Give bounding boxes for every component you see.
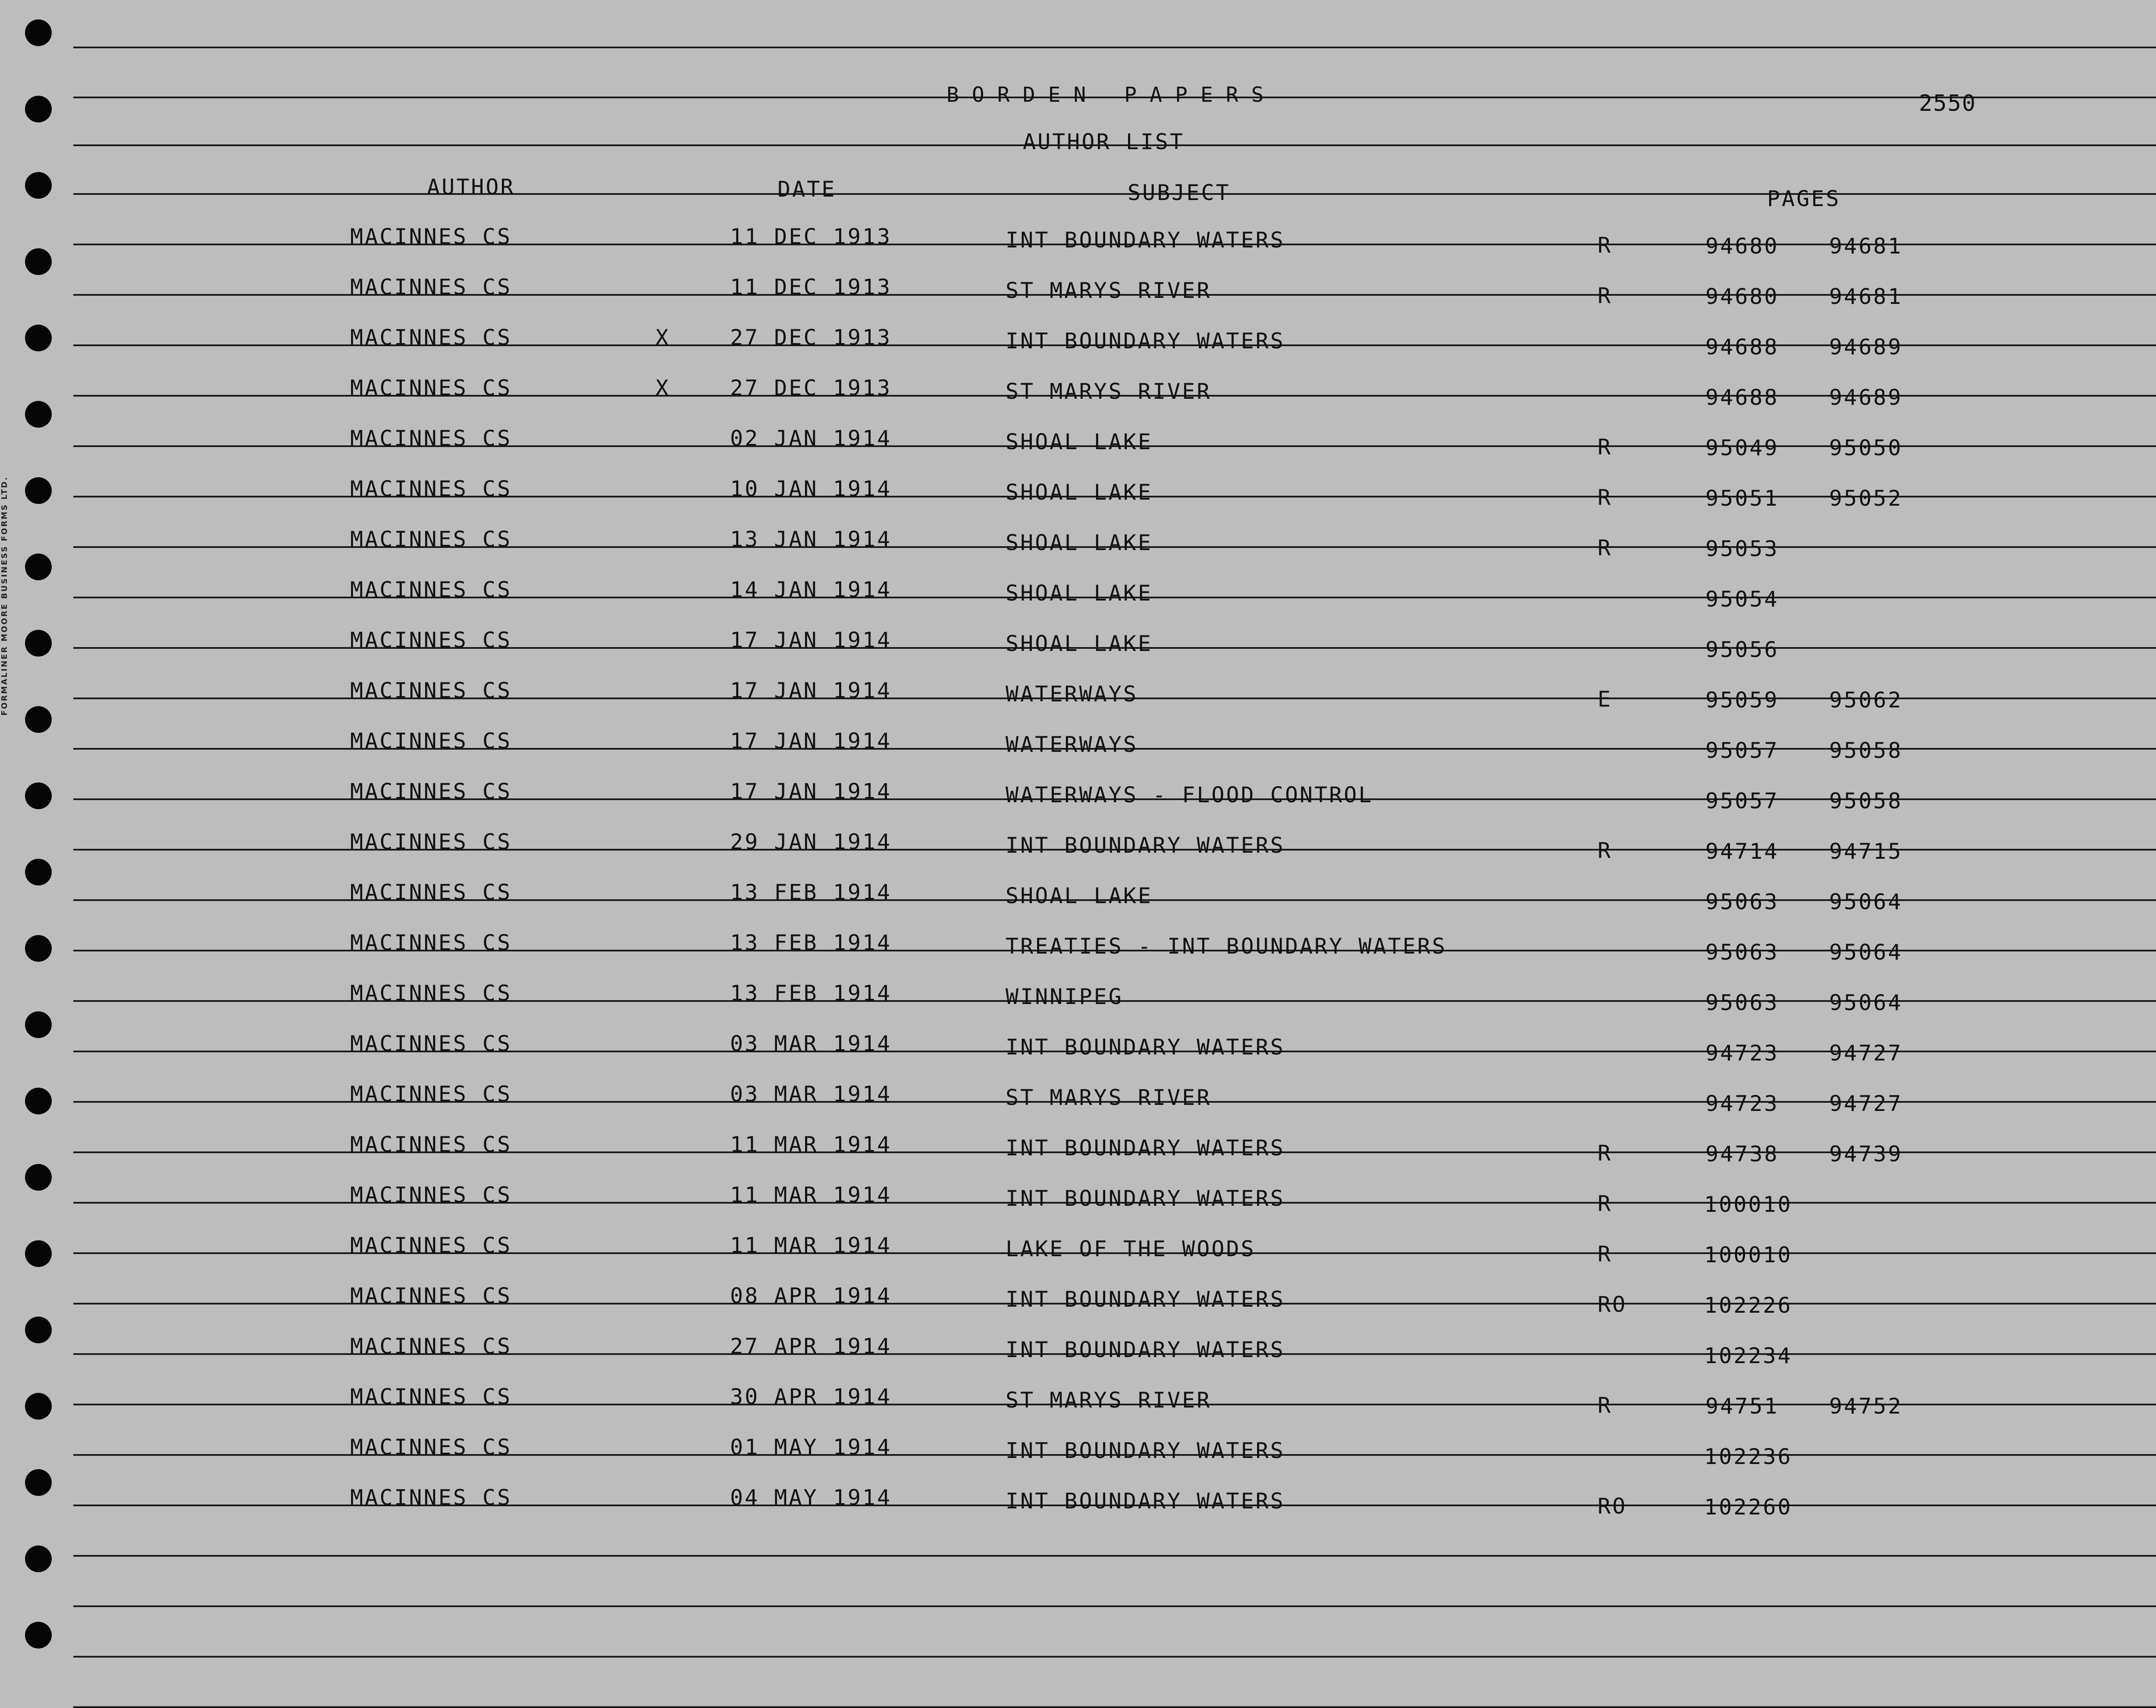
feed-hole — [25, 782, 52, 809]
cell-page-start: 100010 — [1704, 1242, 1792, 1267]
cell-page-start: 100010 — [1704, 1192, 1792, 1217]
cell-page-start: 94714 — [1705, 839, 1779, 864]
cell-page-start: 94680 — [1705, 284, 1779, 309]
feed-hole — [25, 1240, 52, 1267]
cell-subject: WATERWAYS — [1006, 682, 1138, 707]
tractor-feed-holes-left — [13, 0, 73, 1683]
cell-page-start: 94723 — [1705, 1091, 1779, 1116]
page-number: 2550 — [1919, 91, 1977, 116]
cell-author: MACINNES CS — [350, 1233, 512, 1258]
feed-hole — [25, 19, 52, 46]
cell-page-start: 95054 — [1705, 587, 1779, 612]
column-header-author: AUTHOR — [427, 175, 515, 200]
feed-hole — [25, 935, 52, 962]
feed-hole — [25, 325, 52, 351]
cell-author: MACINNES CS — [350, 325, 512, 350]
cell-date: 29 JAN 1914 — [730, 829, 892, 854]
cell-page-start: 95053 — [1705, 536, 1779, 561]
cell-date: 27 APR 1914 — [730, 1334, 892, 1359]
cell-date: 13 JAN 1914 — [730, 527, 892, 552]
cell-code: RO — [1598, 1292, 1627, 1317]
cell-page-start: 94680 — [1705, 234, 1779, 259]
cell-author: MACINNES CS — [350, 779, 512, 804]
cell-date: 10 JAN 1914 — [730, 476, 892, 501]
cell-subject: INT BOUNDARY WATERS — [1006, 1489, 1285, 1514]
list-subtitle: AUTHOR LIST — [1023, 129, 1185, 154]
cell-date: 30 APR 1914 — [730, 1384, 892, 1409]
cell-page-end: 95050 — [1829, 435, 1903, 460]
cell-date: 17 JAN 1914 — [730, 678, 892, 703]
cell-date: 14 JAN 1914 — [730, 577, 892, 602]
cell-date: 11 MAR 1914 — [730, 1132, 892, 1157]
feed-hole — [25, 248, 52, 275]
cell-page-start: 94688 — [1705, 385, 1779, 410]
cell-code: R — [1598, 1242, 1613, 1267]
cell-subject: INT BOUNDARY WATERS — [1006, 1186, 1285, 1211]
cell-page-start: 95059 — [1705, 688, 1779, 713]
cell-author: MACINNES CS — [350, 1182, 512, 1207]
cell-author: MACINNES CS — [350, 224, 512, 249]
ruled-line — [73, 1605, 2156, 1607]
cell-mark: X — [655, 325, 671, 350]
cell-author: MACINNES CS — [350, 729, 512, 754]
feed-hole — [25, 554, 52, 580]
cell-page-end: 94752 — [1829, 1394, 1903, 1419]
cell-date: 11 DEC 1913 — [730, 275, 892, 300]
cell-subject: TREATIES - INT BOUNDARY WATERS — [1006, 934, 1447, 959]
feed-hole — [25, 401, 52, 428]
cell-code: R — [1598, 838, 1613, 863]
cell-date: 03 MAR 1914 — [730, 1082, 892, 1107]
document-title: BORDEN PAPERS — [946, 83, 1277, 107]
cell-author: MACINNES CS — [350, 628, 512, 653]
cell-subject: ST MARYS RIVER — [1006, 1085, 1212, 1110]
cell-author: MACINNES CS — [350, 577, 512, 602]
cell-subject: SHOAL LAKE — [1006, 429, 1153, 454]
cell-page-start: 95063 — [1705, 990, 1779, 1015]
cell-subject: INT BOUNDARY WATERS — [1006, 328, 1285, 353]
cell-page-end: 95064 — [1829, 889, 1903, 914]
ruled-line — [73, 1706, 2156, 1708]
cell-page-end: 94689 — [1829, 385, 1903, 410]
cell-code: R — [1598, 535, 1613, 560]
cell-author: MACINNES CS — [350, 1283, 512, 1308]
cell-subject: ST MARYS RIVER — [1006, 278, 1212, 303]
cell-author: MACINNES CS — [350, 375, 512, 400]
cell-date: 11 DEC 1913 — [730, 224, 892, 249]
cell-code: R — [1598, 435, 1613, 460]
cell-page-start: 102236 — [1704, 1444, 1792, 1469]
cell-date: 13 FEB 1914 — [730, 981, 892, 1006]
cell-date: 27 DEC 1913 — [730, 375, 892, 400]
cell-page-start: 95057 — [1705, 738, 1779, 763]
cell-page-end: 94715 — [1829, 839, 1903, 864]
cell-date: 13 FEB 1914 — [730, 880, 892, 905]
cell-date: 01 MAY 1914 — [730, 1435, 892, 1460]
side-imprint: FORMALINER MOORE BUSINESS FORMS LTD. — [0, 476, 9, 716]
feed-hole — [25, 1545, 52, 1572]
cell-date: 03 MAR 1914 — [730, 1031, 892, 1056]
cell-author: MACINNES CS — [350, 1435, 512, 1460]
cell-subject: WINNIPEG — [1006, 984, 1123, 1009]
cell-subject: INT BOUNDARY WATERS — [1006, 1035, 1285, 1060]
cell-code: R — [1598, 485, 1613, 510]
cell-page-start: 95063 — [1705, 940, 1779, 965]
cell-date: 17 JAN 1914 — [730, 729, 892, 754]
feed-hole — [25, 1088, 52, 1114]
cell-page-end: 95058 — [1829, 788, 1903, 813]
cell-subject: LAKE OF THE WOODS — [1006, 1236, 1256, 1261]
cell-page-end: 95064 — [1829, 990, 1903, 1015]
cell-subject: SHOAL LAKE — [1006, 631, 1153, 656]
cell-page-end: 95052 — [1829, 486, 1903, 511]
cell-page-start: 95057 — [1705, 788, 1779, 813]
feed-hole — [25, 630, 52, 657]
ruled-line — [73, 47, 2156, 48]
cell-subject: WATERWAYS — [1006, 732, 1138, 757]
cell-page-start: 94688 — [1705, 335, 1779, 360]
cell-subject: WATERWAYS - FLOOD CONTROL — [1006, 782, 1373, 807]
cell-code: R — [1598, 1393, 1613, 1418]
cell-code: E — [1598, 687, 1613, 712]
cell-date: 11 MAR 1914 — [730, 1182, 892, 1207]
cell-page-end: 95058 — [1829, 738, 1903, 763]
cell-subject: INT BOUNDARY WATERS — [1006, 1136, 1285, 1161]
cell-page-start: 95063 — [1705, 889, 1779, 914]
feed-hole — [25, 96, 52, 122]
cell-author: MACINNES CS — [350, 1132, 512, 1157]
cell-page-end: 94681 — [1829, 234, 1903, 259]
cell-subject: INT BOUNDARY WATERS — [1006, 833, 1285, 858]
cell-page-start: 94723 — [1705, 1041, 1779, 1066]
ruled-line — [73, 193, 2156, 195]
column-header-pages: PAGES — [1767, 186, 1841, 211]
cell-page-end: 94727 — [1829, 1091, 1903, 1116]
cell-page-end: 95064 — [1829, 940, 1903, 965]
cell-page-end: 94681 — [1829, 284, 1903, 309]
feed-hole — [25, 1393, 52, 1420]
feed-hole — [25, 477, 52, 504]
cell-page-start: 94738 — [1705, 1142, 1779, 1167]
cell-subject: ST MARYS RIVER — [1006, 379, 1212, 404]
cell-date: 11 MAR 1914 — [730, 1233, 892, 1258]
cell-page-end: 95062 — [1829, 688, 1903, 713]
cell-author: MACINNES CS — [350, 678, 512, 703]
cell-code: R — [1598, 1191, 1613, 1216]
cell-code: R — [1598, 233, 1613, 258]
cell-author: MACINNES CS — [350, 426, 512, 451]
cell-author: MACINNES CS — [350, 1485, 512, 1510]
column-header-date: DATE — [777, 177, 837, 202]
cell-date: 04 MAY 1914 — [730, 1485, 892, 1510]
cell-author: MACINNES CS — [350, 1082, 512, 1107]
cell-date: 08 APR 1914 — [730, 1283, 892, 1308]
cell-page-start: 94751 — [1705, 1394, 1779, 1419]
cell-code: R — [1598, 283, 1613, 308]
cell-page-start: 102226 — [1704, 1293, 1792, 1318]
cell-author: MACINNES CS — [350, 476, 512, 501]
feed-hole — [25, 706, 52, 733]
cell-author: MACINNES CS — [350, 1334, 512, 1359]
feed-hole — [25, 1469, 52, 1496]
cell-subject: INT BOUNDARY WATERS — [1006, 1337, 1285, 1362]
column-header-subject: SUBJECT — [1128, 180, 1231, 205]
feed-hole — [25, 1622, 52, 1649]
cell-page-start: 102234 — [1704, 1343, 1792, 1368]
feed-hole — [25, 172, 52, 199]
cell-author: MACINNES CS — [350, 275, 512, 300]
cell-page-start: 95051 — [1705, 486, 1779, 511]
cell-page-end: 94739 — [1829, 1142, 1903, 1167]
cell-date: 17 JAN 1914 — [730, 779, 892, 804]
feed-hole — [25, 1317, 52, 1343]
cell-page-end: 94689 — [1829, 335, 1903, 360]
cell-date: 13 FEB 1914 — [730, 930, 892, 955]
cell-subject: INT BOUNDARY WATERS — [1006, 1438, 1285, 1463]
cell-subject: SHOAL LAKE — [1006, 480, 1153, 505]
cell-author: MACINNES CS — [350, 880, 512, 905]
cell-subject: SHOAL LAKE — [1006, 883, 1153, 908]
feed-hole — [25, 1011, 52, 1038]
feed-hole — [25, 1164, 52, 1191]
cell-author: MACINNES CS — [350, 930, 512, 955]
cell-subject: SHOAL LAKE — [1006, 581, 1153, 606]
cell-page-start: 95056 — [1705, 637, 1779, 662]
cell-page-start: 102260 — [1704, 1495, 1792, 1520]
cell-subject: SHOAL LAKE — [1006, 530, 1153, 555]
cell-author: MACINNES CS — [350, 527, 512, 552]
cell-subject: ST MARYS RIVER — [1006, 1388, 1212, 1413]
cell-code: RO — [1598, 1494, 1627, 1519]
cell-author: MACINNES CS — [350, 981, 512, 1006]
cell-author: MACINNES CS — [350, 1384, 512, 1409]
cell-subject: INT BOUNDARY WATERS — [1006, 228, 1285, 253]
cell-author: MACINNES CS — [350, 1031, 512, 1056]
cell-mark: X — [655, 375, 671, 400]
cell-date: 02 JAN 1914 — [730, 426, 892, 451]
cell-date: 27 DEC 1913 — [730, 325, 892, 350]
ruled-line — [73, 1656, 2156, 1658]
cell-author: MACINNES CS — [350, 829, 512, 854]
cell-date: 17 JAN 1914 — [730, 628, 892, 653]
cell-code: R — [1598, 1141, 1613, 1166]
ruled-line — [73, 1555, 2156, 1557]
cell-page-start: 95049 — [1705, 435, 1779, 460]
feed-hole — [25, 859, 52, 885]
cell-subject: INT BOUNDARY WATERS — [1006, 1287, 1285, 1312]
cell-page-end: 94727 — [1829, 1041, 1903, 1066]
